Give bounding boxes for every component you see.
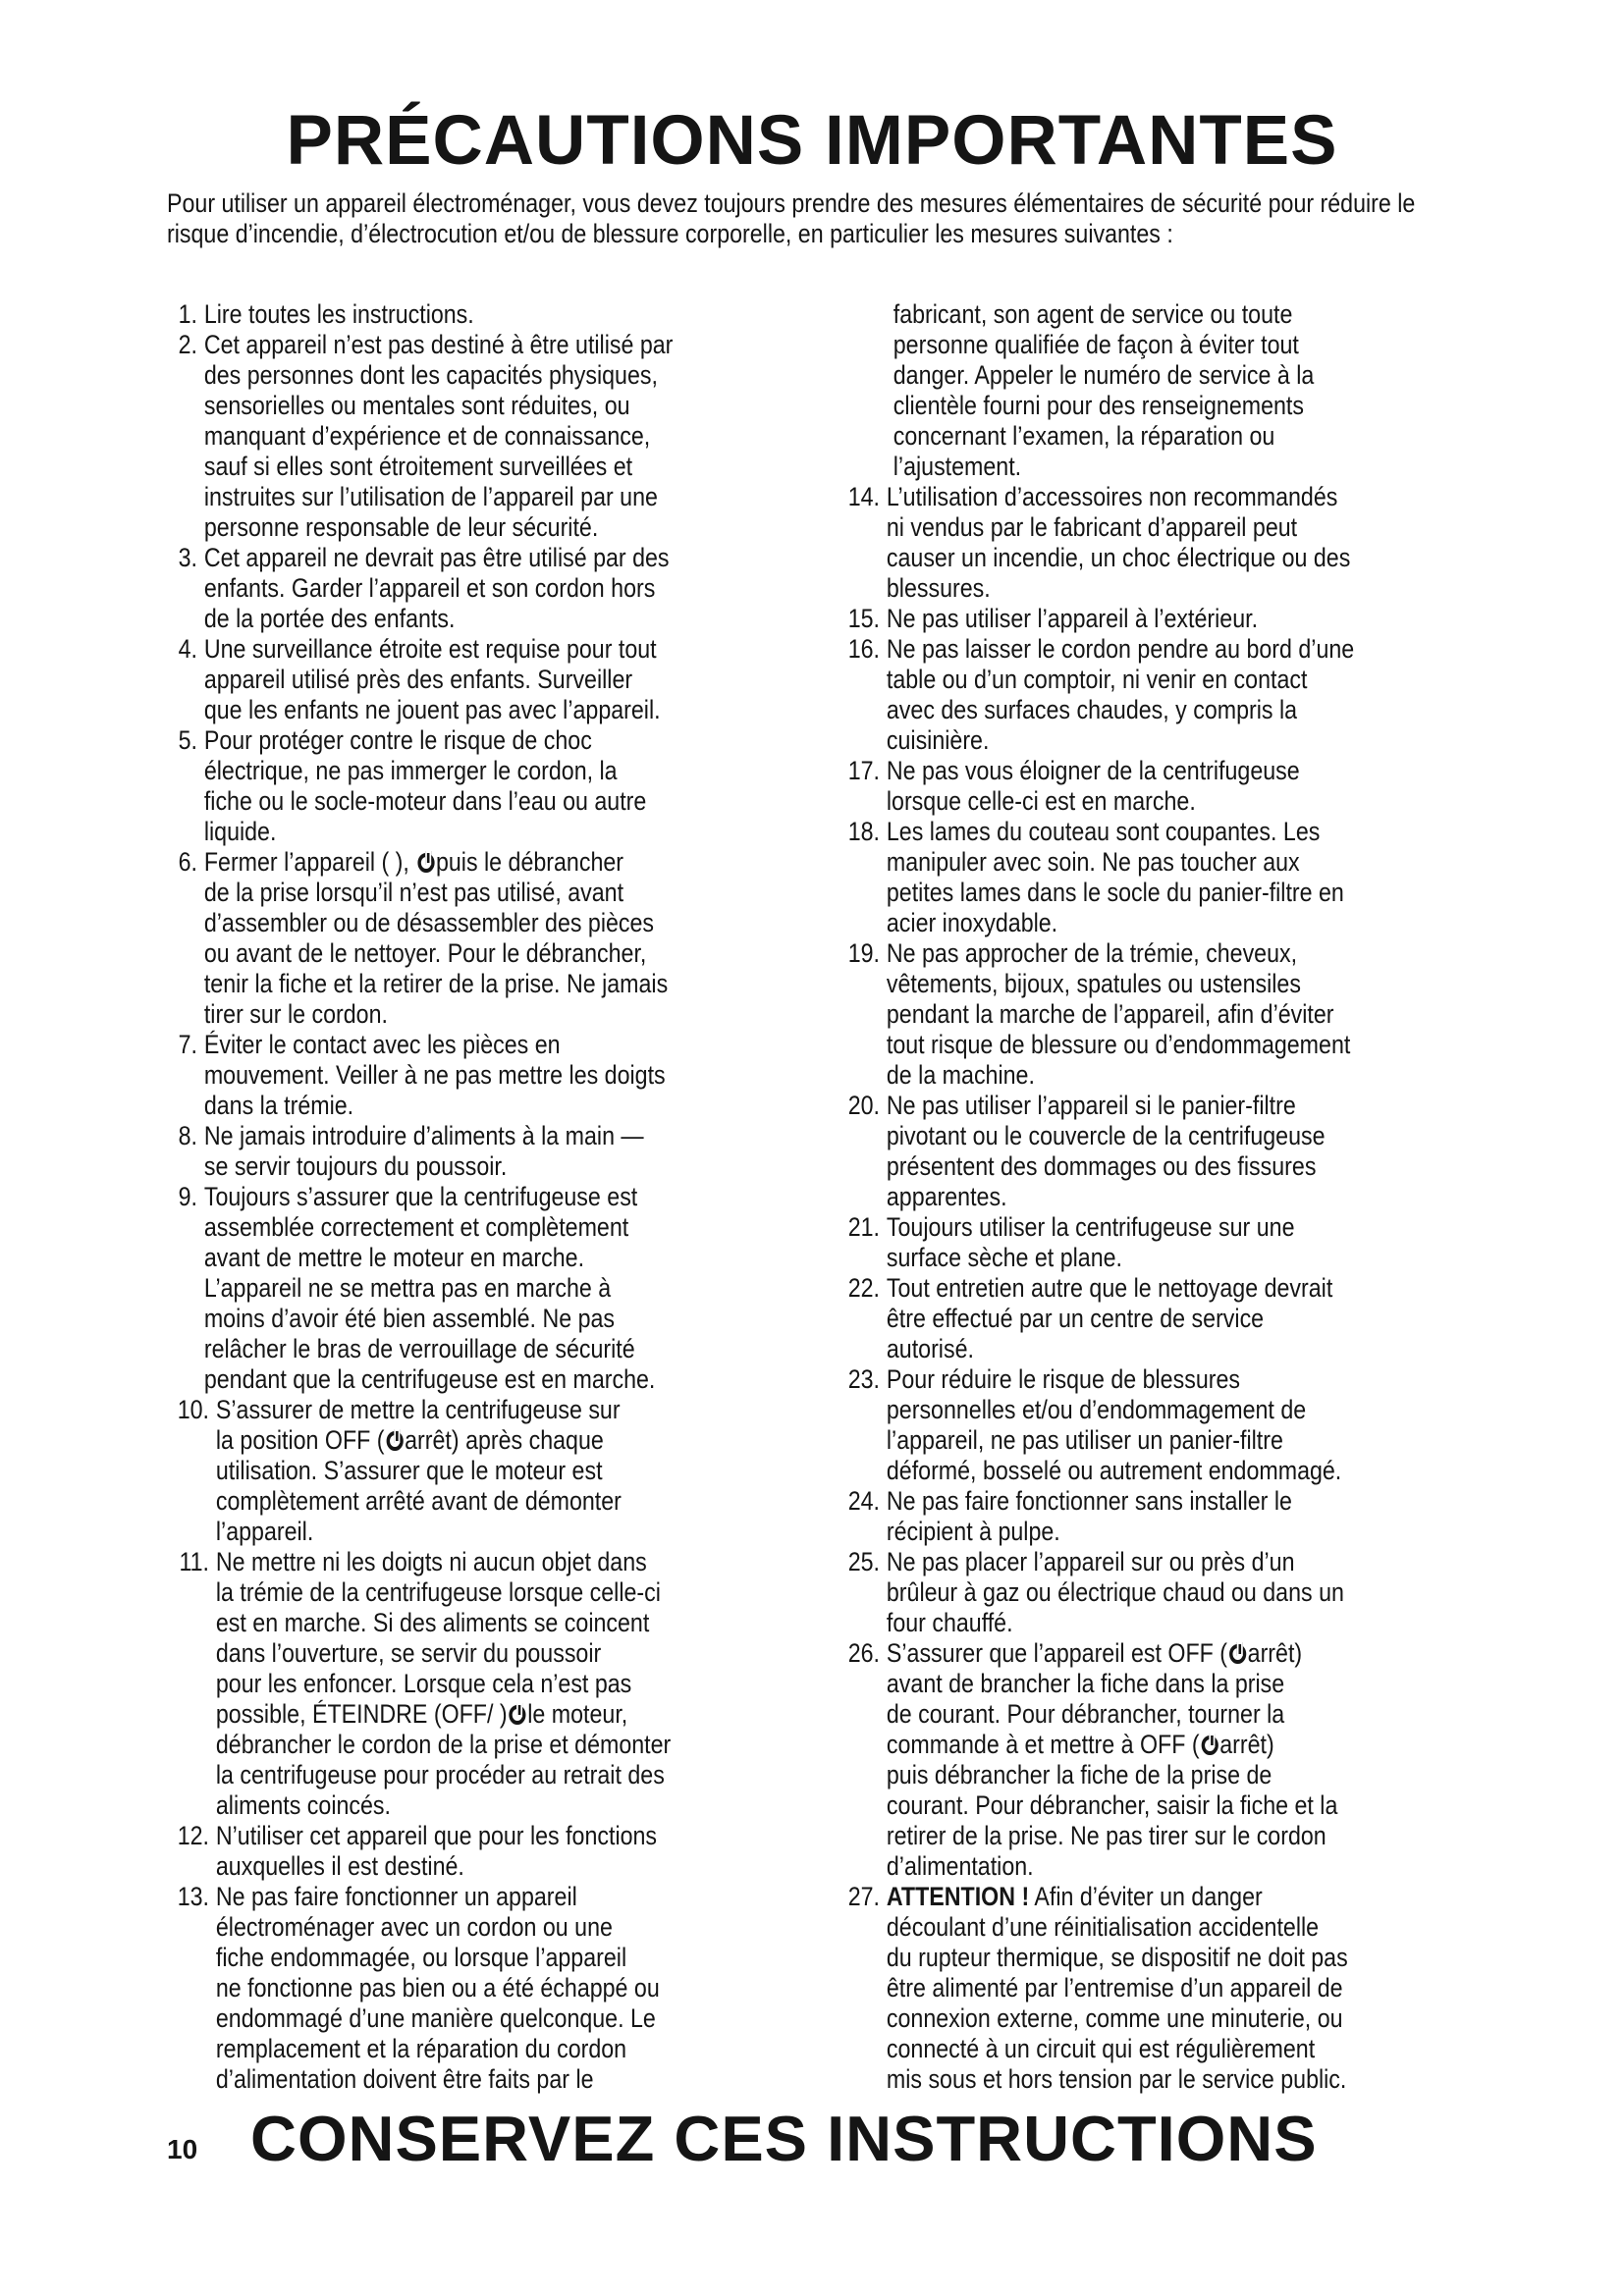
item-text: Ne pas approcher de la trémie, cheveux, vêtements, bijoux, spatules ou ustensiles pendant la marche de l’appareil, afin d’éviter tout risque de blessure ou d’endommagement de la machine. [886,938,1351,1090]
item-text: Lire toutes les instructions. [203,299,474,329]
power-icon [417,853,434,873]
item-text-part: Fermer l’appareil ( ), [203,847,409,877]
item-number: 25. [847,1547,880,1576]
intro-paragraph: Pour utiliser un appareil électroménager, vous devez toujours prendre des mesures élémentaires de sécurité pour réduire le risque d’incendie, d’électrocution et/ou de blessure corporelle, en particulier les mesures suivantes : [167,188,1416,248]
list-item [167,1182,813,1395]
item-number: 8. [178,1121,197,1150]
item-text-part: arrêt) avant de brancher la fiche dans la prise de courant. Pour débrancher, tourner la commande à et mettre à OFF ( [886,1638,1303,1759]
page-title: PRÉCAUTIONS IMPORTANTES [286,102,1338,180]
item-number: 12. [177,1821,209,1850]
list-item [167,1882,813,2095]
item-number: 10. [177,1395,209,1424]
list-item [838,1882,1484,2095]
power-icon [1201,1735,1218,1755]
page-number: 10 [167,2134,198,2164]
item-number: 24. [847,1486,880,1516]
item-number: 27. [847,1882,880,1911]
item-text [887,1882,1484,2095]
list-item [167,634,813,725]
list-item [167,1821,813,1882]
list-item [167,1030,813,1121]
item-number: 2. [178,330,197,359]
item-text-part: Ne mettre ni les doigts ni aucun objet dans la trémie de la centrifugeuse lorsque celle-ci est en marche. Si des aliments se coincent dans l’ouverture, se servir du poussoir pour les enfoncer. Lorsque cela n’est pas possible, ÉTEINDRE (OFF/ ) [215,1547,661,1729]
item-number: 3. [178,543,197,572]
item-text: Une surveillance étroite est requise pour tout appareil utilisé près des enfants. Surveiller que les enfants ne jouent pas avec l’appareil. [203,634,661,724]
item-number: 16. [847,634,880,664]
right-column [838,299,1486,2095]
item-text: Ne pas placer l’appareil sur ou près d’un brûleur à gaz ou électrique chaud ou dans un four chauffé. [886,1547,1344,1637]
item-number: 4. [178,634,197,664]
list-item [838,1364,1484,1486]
item-text-part: S’assurer de mettre la centrifugeuse sur la position OFF ( [215,1395,621,1455]
list-item [838,1091,1484,1212]
list-item [838,817,1484,938]
item-text: Cet appareil n’est pas destiné à être utilisé par des personnes dont les capacités physiques, sensorielles ou mentales sont réduites, ou manquant d’expérience et de connaissance, sauf si elles sont étroitement surveillées et instruites sur l’utilisation de l’appareil par une personne responsable de leur sécurité. [203,330,674,542]
power-icon [386,1431,403,1451]
list-item [167,330,813,543]
list-item [838,1273,1484,1364]
item-text: fabricant, son agent de service ou toute personne qualifiée de façon à éviter tout danger. Appeler le numéro de service à la clientèle fourni pour des renseignements concernant l’examen, la réparation ou l’ajustement. [893,299,1315,481]
list-item [838,1212,1484,1273]
item-text: Les lames du couteau sont coupantes. Les manipuler avec soin. Ne pas toucher aux petites lames dans le socle du panier-filtre en acier inoxydable. [886,817,1344,937]
item-text-part: Afin d’éviter un danger découlant d’une réinitialisation accidentelle du rupteur thermique, se dispositif ne doit pas être alimenté par l’entremise d’un appareil de connexion externe, comme une minuterie, ou connecté à un circuit qui est régulièrement mis sous et hors tension par le service public. [886,1882,1348,2094]
item-text: Tout entretien autre que le nettoyage devrait être effectué par un centre de service autorisé. [886,1273,1333,1363]
item-text: Ne jamais introduire d’aliments à la main — se servir toujours du poussoir. [203,1121,644,1181]
item-number: 1. [178,299,197,329]
item-number: 11. [179,1547,209,1576]
item-text: Pour réduire le risque de blessures personnelles et/ou d’endommagement de l’appareil, ne pas utiliser un panier-filtre déformé, bosselé ou autrement endommagé. [886,1364,1342,1485]
item-text-part: arrêt) après chaque utilisation. S’assurer que le moteur est complètement arrêté avant de démonter l’appareil. [215,1425,622,1546]
list-item [838,1547,1484,1638]
power-icon [509,1705,525,1725]
item-text: Ne pas vous éloigner de la centrifugeuse lorsque celle-ci est en marche. [886,756,1300,816]
item-number: 22. [847,1273,880,1303]
list-item [167,1395,813,1547]
item-number: 5. [178,725,197,755]
footer-title: CONSERVEZ CES INSTRUCTIONS [250,2103,1318,2174]
list-item [167,1547,813,1821]
item-text: L’utilisation d’accessoires non recommandés ni vendus par le fabricant d’appareil peut causer un incendie, un choc électrique ou des blessures. [886,482,1351,603]
list-item [167,1121,813,1182]
item-text: Ne pas utiliser l’appareil à l’extérieur. [886,604,1259,633]
item-text-part: le moteur, débrancher le cordon de la prise et démonter la centrifugeuse pour procéder au retrait des aliments coincés. [215,1699,672,1820]
list-item-continuation [838,299,1484,482]
item-text-part: S’assurer que l’appareil est OFF ( [886,1638,1228,1668]
list-item [838,634,1484,756]
item-number: 18. [847,817,880,846]
item-text: Toujours utiliser la centrifugeuse sur une surface sèche et plane. [886,1212,1295,1272]
list-item [167,847,813,1030]
warning-label: ATTENTION ! [886,1882,1030,1911]
item-text: Pour protéger contre le risque de choc électrique, ne pas immerger le cordon, la fiche ou le socle-moteur dans l’eau ou autre liquide. [203,725,647,846]
item-number: 9. [178,1182,197,1211]
item-text: Ne pas laisser le cordon pendre au bord d’une table ou d’un comptoir, ni venir en contact avec des surfaces chaudes, y compris la cuisinière. [886,634,1355,755]
item-number: 7. [178,1030,197,1059]
list-item [838,756,1484,817]
list-item [167,299,813,330]
item-number: 13. [177,1882,209,1911]
list-item [167,725,813,847]
list-item [838,1486,1484,1547]
item-text: Ne pas faire fonctionner un appareil électroménager avec un cordon ou une fiche endommagée, ou lorsque l’appareil ne fonctionne pas bien ou a été échappé ou endommagé d’une manière quelconque. Le remplacement et la réparation du cordon d’alimentation doivent être faits par le [215,1882,660,2094]
list-item [838,1638,1484,1882]
item-text [216,1395,813,1547]
item-text: Ne pas faire fonctionner sans installer le récipient à pulpe. [886,1486,1292,1546]
item-number: 14. [847,482,880,511]
list-item [838,938,1484,1091]
list-item [167,543,813,634]
list-item [838,604,1484,634]
item-text: N’utiliser cet appareil que pour les fonctions auxquelles il est destiné. [215,1821,658,1881]
item-text [204,847,813,1030]
item-text-part: arrêt) puis débrancher la fiche de la prise de courant. Pour débrancher, saisir la fiche et la retirer de la prise. Ne pas tirer sur le cordon d’alimentation. [886,1730,1338,1881]
item-number: 19. [847,938,880,968]
item-number: 21. [847,1212,880,1242]
item-text: Cet appareil ne devrait pas être utilisé par des enfants. Garder l’appareil et son cordon hors de la portée des enfants. [203,543,670,633]
item-text [216,1547,813,1821]
list-item [838,482,1484,604]
item-number: 20. [847,1091,880,1120]
item-text: Éviter le contact avec les pièces en mouvement. Veiller à ne pas mettre les doigts dans la trémie. [203,1030,666,1120]
item-number: 6. [178,847,197,877]
power-icon [1229,1644,1246,1664]
item-text: Toujours s’assurer que la centrifugeuse est assemblée correctement et complètement avant de mettre le moteur en marche. L’appareil ne se mettra pas en marche à moins d’avoir été bien assemblé. Ne pas relâcher le bras de verrouillage de sécurité pendant que la centrifugeuse est en marche. [203,1182,656,1394]
item-number: 17. [847,756,880,785]
item-text: Ne pas utiliser l’appareil si le panier-filtre pivotant ou le couvercle de la centrifugeuse présentent des dommages ou des fissures apparentes. [886,1091,1326,1211]
left-column [167,299,815,2095]
item-text [887,1638,1484,1882]
item-number: 15. [847,604,880,633]
item-number: 26. [847,1638,880,1668]
item-text-part: puis le débrancher de la prise lorsqu’il n’est pas utilisé, avant d’assembler ou de désassembler des pièces ou avant de le nettoyer. Pour le débrancher, tenir la fiche et la retirer de la prise. Ne jamais tirer sur le cordon. [203,847,669,1029]
item-number: 23. [847,1364,880,1394]
